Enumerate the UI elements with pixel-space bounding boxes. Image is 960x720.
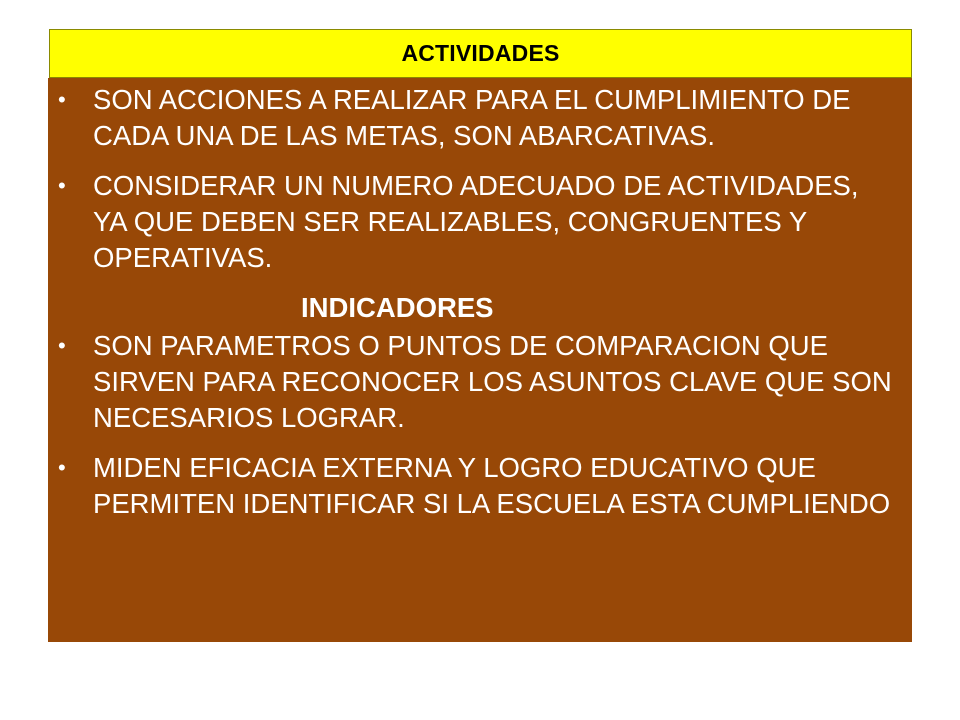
bullet-text: SON PARAMETROS O PUNTOS DE COMPARACION QUE SIRVEN PARA RECONOCER LOS ASUNTOS CLAVE QUE SON NECESARIOS LOGRAR. [93,330,892,433]
section-heading: INDICADORES [301,292,494,323]
slide-body [58,82,898,536]
bullet-text: CONSIDERAR UN NUMERO ADECUADO DE ACTIVIDADES, YA QUE DEBEN SER REALIZABLES, CONGRUENTES Y OPERATIVAS. [93,170,859,273]
title-bar [49,29,912,78]
bullet-icon: • [58,173,66,198]
bullet-text: MIDEN EFICACIA EXTERNA Y LOGRO EDUCATIVO QUE PERMITEN IDENTIFICAR SI LA ESCUELA ESTA CUMPLIENDO [93,452,891,519]
slide-title: ACTIVIDADES [401,40,560,66]
bullet-text: SON ACCIONES A REALIZAR PARA EL CUMPLIMIENTO DE CADA UNA DE LAS METAS, SON ABARCATIVAS. [93,84,851,151]
bullet-item [58,82,898,154]
bullet-item [58,168,898,276]
bullet-icon: • [58,87,66,112]
bullet-item [58,328,898,436]
bullet-icon: • [58,455,66,480]
bullet-icon: • [58,333,66,358]
bullet-item [58,450,898,522]
